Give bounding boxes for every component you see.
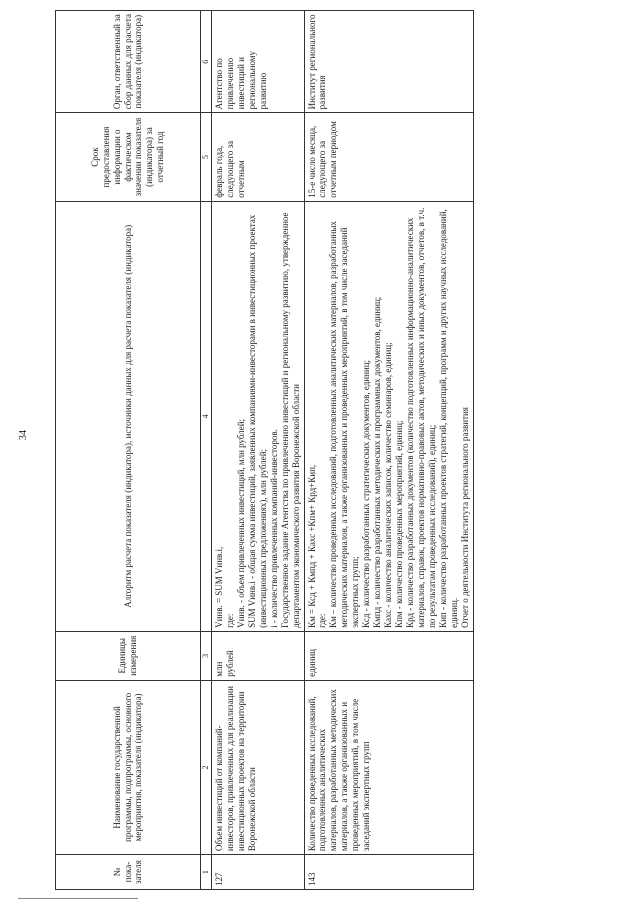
column-number: 5 xyxy=(201,113,212,201)
column-number: 3 xyxy=(201,631,212,680)
header-cell: № пока-зателя xyxy=(56,855,201,890)
indicator-name: Количество проведенных исследований, подготовленных аналитических материалов, разработанных методических материалов, а также организованных и проведенных мероприятий, в том числе заседаний экспертных групп xyxy=(304,680,474,854)
header-cell: Единицы измерения xyxy=(56,631,201,680)
indicator-table xyxy=(55,10,474,890)
indicator-unit: единиц xyxy=(304,631,474,680)
table-row xyxy=(211,11,304,890)
algorithm-line: Ксд - количество разработанных стратегических документов, единиц; xyxy=(361,359,372,628)
column-number: 1 xyxy=(201,855,212,890)
indicator-number: 127 xyxy=(211,855,304,890)
algorithm-line: Vинв. - объем привлеченных инвестиций, млн рублей; xyxy=(235,418,246,628)
indicator-org: Агентство по привлечению инвестиций и региональному развитию xyxy=(211,11,304,113)
algorithm-line: Кпм - количество проведенных мероприятий, единиц; xyxy=(394,420,405,628)
algorithm-line: Км – количество проведенных исследований, подготовленных аналитических материалов, разработанных методических материалов, а также организованных и проведенных мероприятий, в том числе заседаний экспертных групп; xyxy=(328,221,361,628)
column-number: 2 xyxy=(201,680,212,854)
algorithm-line: Государственное задание Агентства по привлечению инвестиций и региональному развитию, утвержденное департаментом экономического развития Воронежской области xyxy=(279,212,301,628)
algorithm-line: Кмпд - количество разработанных методических и программных документов, единиц; xyxy=(372,296,383,628)
algorithm-line: где: xyxy=(317,613,328,628)
algorithm-line: где: xyxy=(224,613,235,628)
header-cell: Срок предоставления информации о фактическом значении показателя (индикатора) за отчетный год xyxy=(56,113,201,201)
indicator-term: 15-е число месяца, следующего за отчетным периодом xyxy=(304,113,474,201)
header-cell: Алгоритм расчета показателя (индикатора), источники данных для расчета показателя (индикатора) xyxy=(56,201,201,631)
column-number: 6 xyxy=(201,11,212,113)
algorithm-line: i - количество привлеченных компаний-инвесторов. xyxy=(268,429,279,628)
header-cell: Орган, ответственный за сбор данных для расчета показателя (индикатора) xyxy=(56,11,201,113)
indicator-algorithm xyxy=(211,201,304,631)
algorithm-line: Крд - количество разработанных документов (количество подготовленных информационно-аналитических материалов, справок, проектов нормативно-правовых актов, методических и иных документов, отчетов, в т.ч. по результатам проведенных исследований), единиц; xyxy=(405,207,438,628)
rotated-table-area xyxy=(55,10,630,890)
algorithm-line: Кахс - количество аналитических записок, количество семинаров, единиц; xyxy=(383,342,394,628)
indicator-term: февраль года, следующего за отчетным xyxy=(211,113,304,201)
indicator-org: Институт регионального развития xyxy=(304,11,474,113)
algorithm-line: SUM Vинв.i - общая сумма инвестиций, заявленных компаниями-инвесторами в инвестиционных проектах (инвестиционных предложениях), млн рублей; xyxy=(246,214,268,628)
column-number-row xyxy=(201,11,212,890)
header-row xyxy=(56,11,201,890)
page-number: 34 xyxy=(18,430,29,440)
indicator-algorithm xyxy=(304,201,474,631)
header-cell: Наименование государственной программы, подпрограммы, основного мероприятия, показателя (индикатора) xyxy=(56,680,201,854)
algorithm-line: Vинв. = SUM Vинв.i, xyxy=(213,546,224,628)
footer-rule xyxy=(18,898,138,899)
indicator-name: Объем инвестиций от компаний-инвесторов, привлеченных для реализации инвестиционных проектов на территории Воронежской области xyxy=(211,680,304,854)
column-number: 4 xyxy=(201,201,212,631)
algorithm-line: Км = Ксд + Кмпд + Кахс +Кпм+ Крд+Кип, xyxy=(306,464,317,628)
algorithm-line: Кип - количество разработанных проектов стратегий, концепций, программ и других научных исследований, единиц. xyxy=(438,209,460,628)
algorithm-line: Отчет о деятельности Института регионального развития xyxy=(460,407,471,628)
table-row xyxy=(304,11,474,890)
indicator-number: 143 xyxy=(304,855,474,890)
indicator-unit: млн рублей xyxy=(211,631,304,680)
